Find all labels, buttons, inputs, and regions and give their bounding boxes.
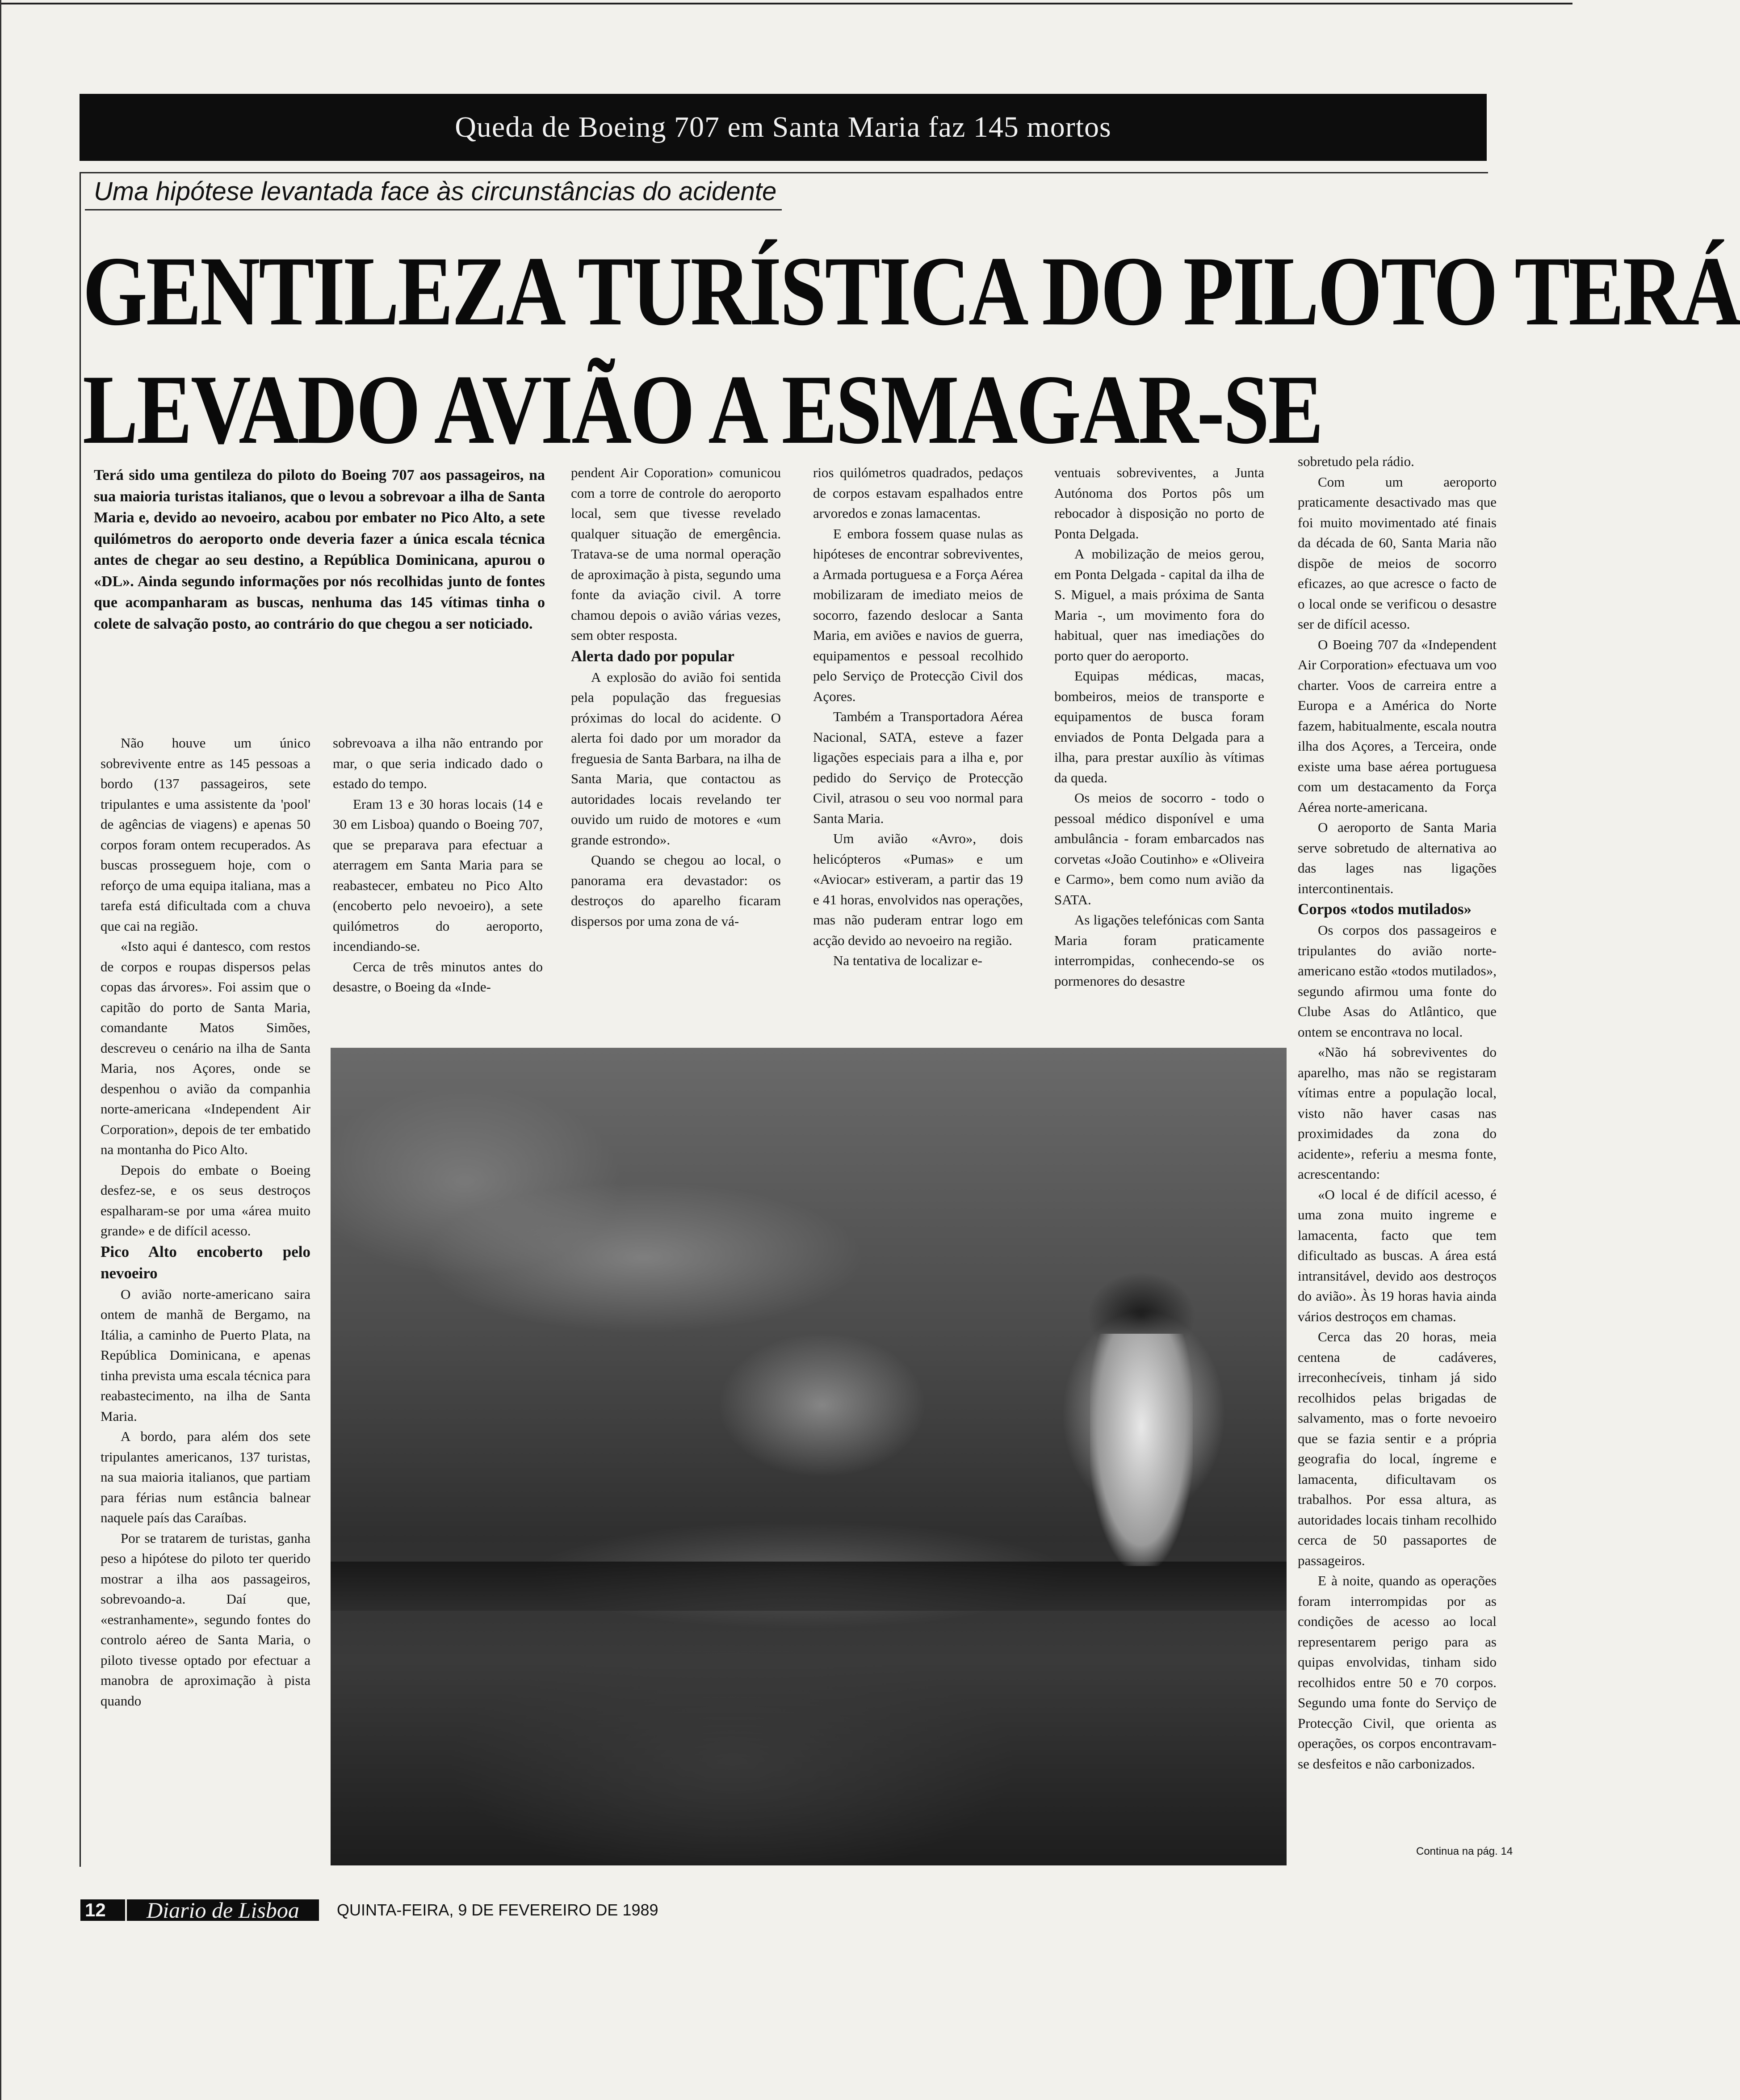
paragraph: «O local é de difícil acesso, é uma zona muito ingreme e lamacenta, facto que tem dificultado as buscas. A área está intransitável, devido aos destroços do avião». Às 19 horas havia ainda vários destroços em chamas. [1298,1186,1497,1324]
paragraph: «Isto aqui é dantesco, com restos de corpos e roupas dispersos pelas copas das árvores». Foi assim que o capitão do porto de Santa Maria, comandante Matos Simões, descreveu o cenário na ilha de Santa Maria, nos Açores, onde se despenhou o avião da companhia norte-americana «Independent Air Corporation», depois de ter embatido na montanha do Pico Alto. [101,938,310,1157]
headline-line-2: LEVADO AVIÃO A ESMAGAR-SE [83,355,1322,465]
paragraph: Também a Transportadora Aérea Nacional, SATA, esteve a fazer ligações especiais para a ilha e, por pedido do Serviço de Protecção Civil, atrasou o seu voo normal para Santa Maria. [813,709,1023,826]
paragraph: Por se tratarem de turistas, ganha peso a hipótese do piloto ter querido mostrar a ilha aos passageiros, sobrevoando-a. Daí que, «estranhamente», segundo fontes do controlo aéreo de Santa Maria, o piloto tivesse optado por efectuar a manobra de aproximação à pista quando [101,1530,310,1709]
kicker: Uma hipótese levantada face às circunstâncias do acidente [94,177,777,206]
column-1 [101,733,310,1711]
paragraph: Equipas médicas, macas, bombeiros, meios de transporte e equipamentos de busca foram enviados de Ponta Delgada para a ilha, para prestar auxílio às vítimas da queda. [1054,668,1264,785]
paragraph: O Boeing 707 da «Independent Air Corporation» efectuava um voo charter. Voos de carreira entre a Europa e a América do Norte fazem, habitualmente, escala noutra ilha dos Açores, a Terceira, onde existe uma base aérea portuguesa com um destacamento da Força Aérea norte-americana. [1298,636,1497,815]
paragraph: O avião norte-americano saira ontem de manhã de Bergamo, na Itália, a caminho de Puerto Plata, na República Dominicana, e apenas tinha prevista uma escala técnica para reabastecimento, na ilha de Santa Maria. [101,1286,310,1424]
top-border [0,3,1572,4]
subheading: Alerta dado por popular [571,647,734,665]
paragraph: A mobilização de meios gerou, em Ponta Delgada - capital da ilha de S. Miguel, a mais próxima de Santa Maria -, um movimento fora do habitual, quer nas imediações do porto quer do aeroporto. [1054,546,1264,664]
paragraph: Um avião «Avro», dois helicópteros «Pumas» e um «Aviocar» estiveram, a partir das 19 e 41 horas, envolvidos nas operações, mas não puderam entrar logo em acção devido ao nevoeiro na região. [813,831,1023,948]
paragraph: rios quilómetros quadrados, pedaços de corpos estavam espalhados entre arvoredos e zonas lamacentas. [813,465,1023,521]
paragraph: Na tentativa de localizar e- [833,953,982,968]
paragraph: Eram 13 e 30 horas locais (14 e 30 em Lisboa) quando o Boeing 707, que se preparava para efectuar a aterragem em Santa Maria para se reabastecer, embateu no Pico Alto (encoberto pelo nevoeiro), a sete quilómetros do aeroporto, incendiando-se. [333,796,543,954]
crash-site-photo [331,1048,1287,1865]
paragraph: E embora fossem quase nulas as hipóteses de encontrar sobreviventes, a Armada portuguesa e a Força Aérea mobilizaram de imediato meios de socorro, fazendo deslocar a Santa Maria, em aviões e navios de guerra, equipamentos e pessoal recolhido pelo Serviço de Protecção Civil dos Açores. [813,525,1023,704]
paragraph: O aeroporto de Santa Maria serve sobretudo de alternativa ao das lages nas ligações intercontinentais. [1298,819,1497,896]
newspaper-name: Diario de Lisboa [127,1899,319,1921]
lead-paragraph: Terá sido uma gentileza do piloto do Boeing 707 aos passageiros, na sua maioria turistas italianos, que o levou a sobrevoar a ilha de Santa Maria e, devido ao nevoeiro, acabou por embater no Pico Alto, a sete quilómetros do aeroporto onde deveria fazer a única escala técnica antes de chegar ao seu destino, a República Dominicana, apurou o «DL». Ainda segundo informações por nós recolhidas junto de fontes que acompanharam as buscas, nenhuma das 145 vítimas tinha o colete de salvação posto, ao contrário do que chegou a ser noticiado. [94,467,545,632]
paragraph: Não houve um único sobrevivente entre as 145 pessoas a bordo (137 passageiros, sete tripulantes e uma assistente da 'pool' de agências de viagens) e apenas 50 corpos foram ontem recuperados. As buscas prosseguem hoje, com o reforço de uma equipa italiana, mas a tarefa está dificultada com a chuva que cai na região. [101,735,310,934]
photo-rescuer-figure [1090,1334,1193,1566]
paragraph: Cerca de três minutos antes do desastre, o Boeing da «Inde- [333,958,543,995]
continuation-note: Continua na pág. 14 [1416,1845,1513,1857]
column-4 [813,462,1023,971]
column-6 [1298,451,1497,1774]
paragraph: Quando se chegou ao local, o panorama era devastador: os destroços do aparelho ficaram dispersos por uma zona de vá- [571,852,781,929]
page-number: 12 [80,1899,125,1921]
section-banner: Queda de Boeing 707 em Santa Maria faz 145 mortos [80,94,1487,161]
paragraph: Os corpos dos passageiros e tripulantes do avião norte-americano estão «todos mutilados», segundo afirmou uma fonte do Clube Asas do Atlântico, que ontem se encontrava no local. [1298,922,1497,1040]
page-footer [80,1899,1488,1921]
paragraph: sobretudo pela rádio. [1298,454,1414,469]
paragraph: ventuais sobreviventes, a Junta Autónoma dos Portos pôs um rebocador à disposição no porto de Ponta Delgada. [1054,465,1264,542]
paragraph: A bordo, para além dos sete tripulantes americanos, 137 turistas, na sua maioria italianos, que partiam para férias num estância balnear naquele país das Caraíbas. [101,1428,310,1525]
paragraph: pendent Air Coporation» comunicou com a torre de controle do aeroporto local, sem que tivesse revelado qualquer situação de emergência. Tratava-se de uma normal operação de aproximação à pista, segundo uma fonte da aviação civil. A torre chamou depois o avião várias vezes, sem obter resposta. [571,465,781,643]
paragraph: Os meios de socorro - todo o pessoal médico disponível e uma ambulância - foram embarcados nas corvetas «João Coutinho» e «Oliveira e Carmo», bem como num avião da SATA. [1054,790,1264,907]
subheading: Corpos «todos mutilados» [1298,900,1472,918]
photo-wreckage-beam [331,1562,1287,1611]
headline-line-1: GENTILEZA TURÍSTICA DO PILOTO TERÁ [83,236,1740,346]
subheading: Pico Alto encoberto pelo nevoeiro [101,1243,310,1282]
kicker-rule [85,209,782,210]
paragraph: Cerca das 20 horas, meia centena de cadáveres, irreconhecíveis, tinham já sido recolhidos pelas brigadas de salvamento, mas o forte nevoeiro que se fazia sentir e a própria geografia do local, íngreme e lamacenta, dificultavam os trabalhos. Por essa altura, as autoridades locais tinham recolhido cerca de 50 passaportes de passageiros. [1298,1329,1497,1568]
column-3 [571,462,781,931]
paragraph: Depois do embate o Boeing desfez-se, e os seus destroços espalharam-se por uma «área muito grande» e de difícil acesso. [101,1162,310,1239]
column-2 [333,733,543,997]
paragraph: As ligações telefónicas com Santa Maria foram praticamente interrompidas, conhecendo-se os pormenores do desastre [1054,912,1264,989]
column-5 [1054,462,1264,991]
left-border [0,0,1,2100]
paragraph: E à noite, quando as operações foram interrompidas por as condições de acesso ao local representarem perigo para as quipas envolvidas, tinham sido recolhidos entre 50 e 70 corpos. Segundo uma fonte do Serviço de Protecção Civil, que orienta as operações, os corpos encontravam-se desfeitos e não carbonizados. [1298,1573,1497,1772]
issue-date: QUINTA-FEIRA, 9 DE FEVEREIRO DE 1989 [337,1901,658,1919]
paragraph: A explosão do avião foi sentida pela população das freguesias próximas do local do acidente. O alerta foi dado por um morador da freguesia de Santa Barbara, na ilha de Santa Maria, que contactou as autoridades locais revelando ter ouvido um ruido de motores e «um grande estrondo». [571,669,781,848]
paragraph: Com um aeroporto praticamente desactivado mas que foi muito movimentado até finais da década de 60, Santa Maria não dispõe de meios de socorro eficazes, ao que acresce o facto de o local onde se verificou o desastre ser de difícil acesso. [1298,474,1497,632]
paragraph: sobrevoava a ilha não entrando por mar, o que seria indicado dado o estado do tempo. [333,735,543,791]
paragraph: «Não há sobreviventes do aparelho, mas não se registaram vítimas entre a população local, visto não haver casas nas proximidades da zona do acidente», referiu a mesma fonte, acrescentando: [1298,1044,1497,1182]
